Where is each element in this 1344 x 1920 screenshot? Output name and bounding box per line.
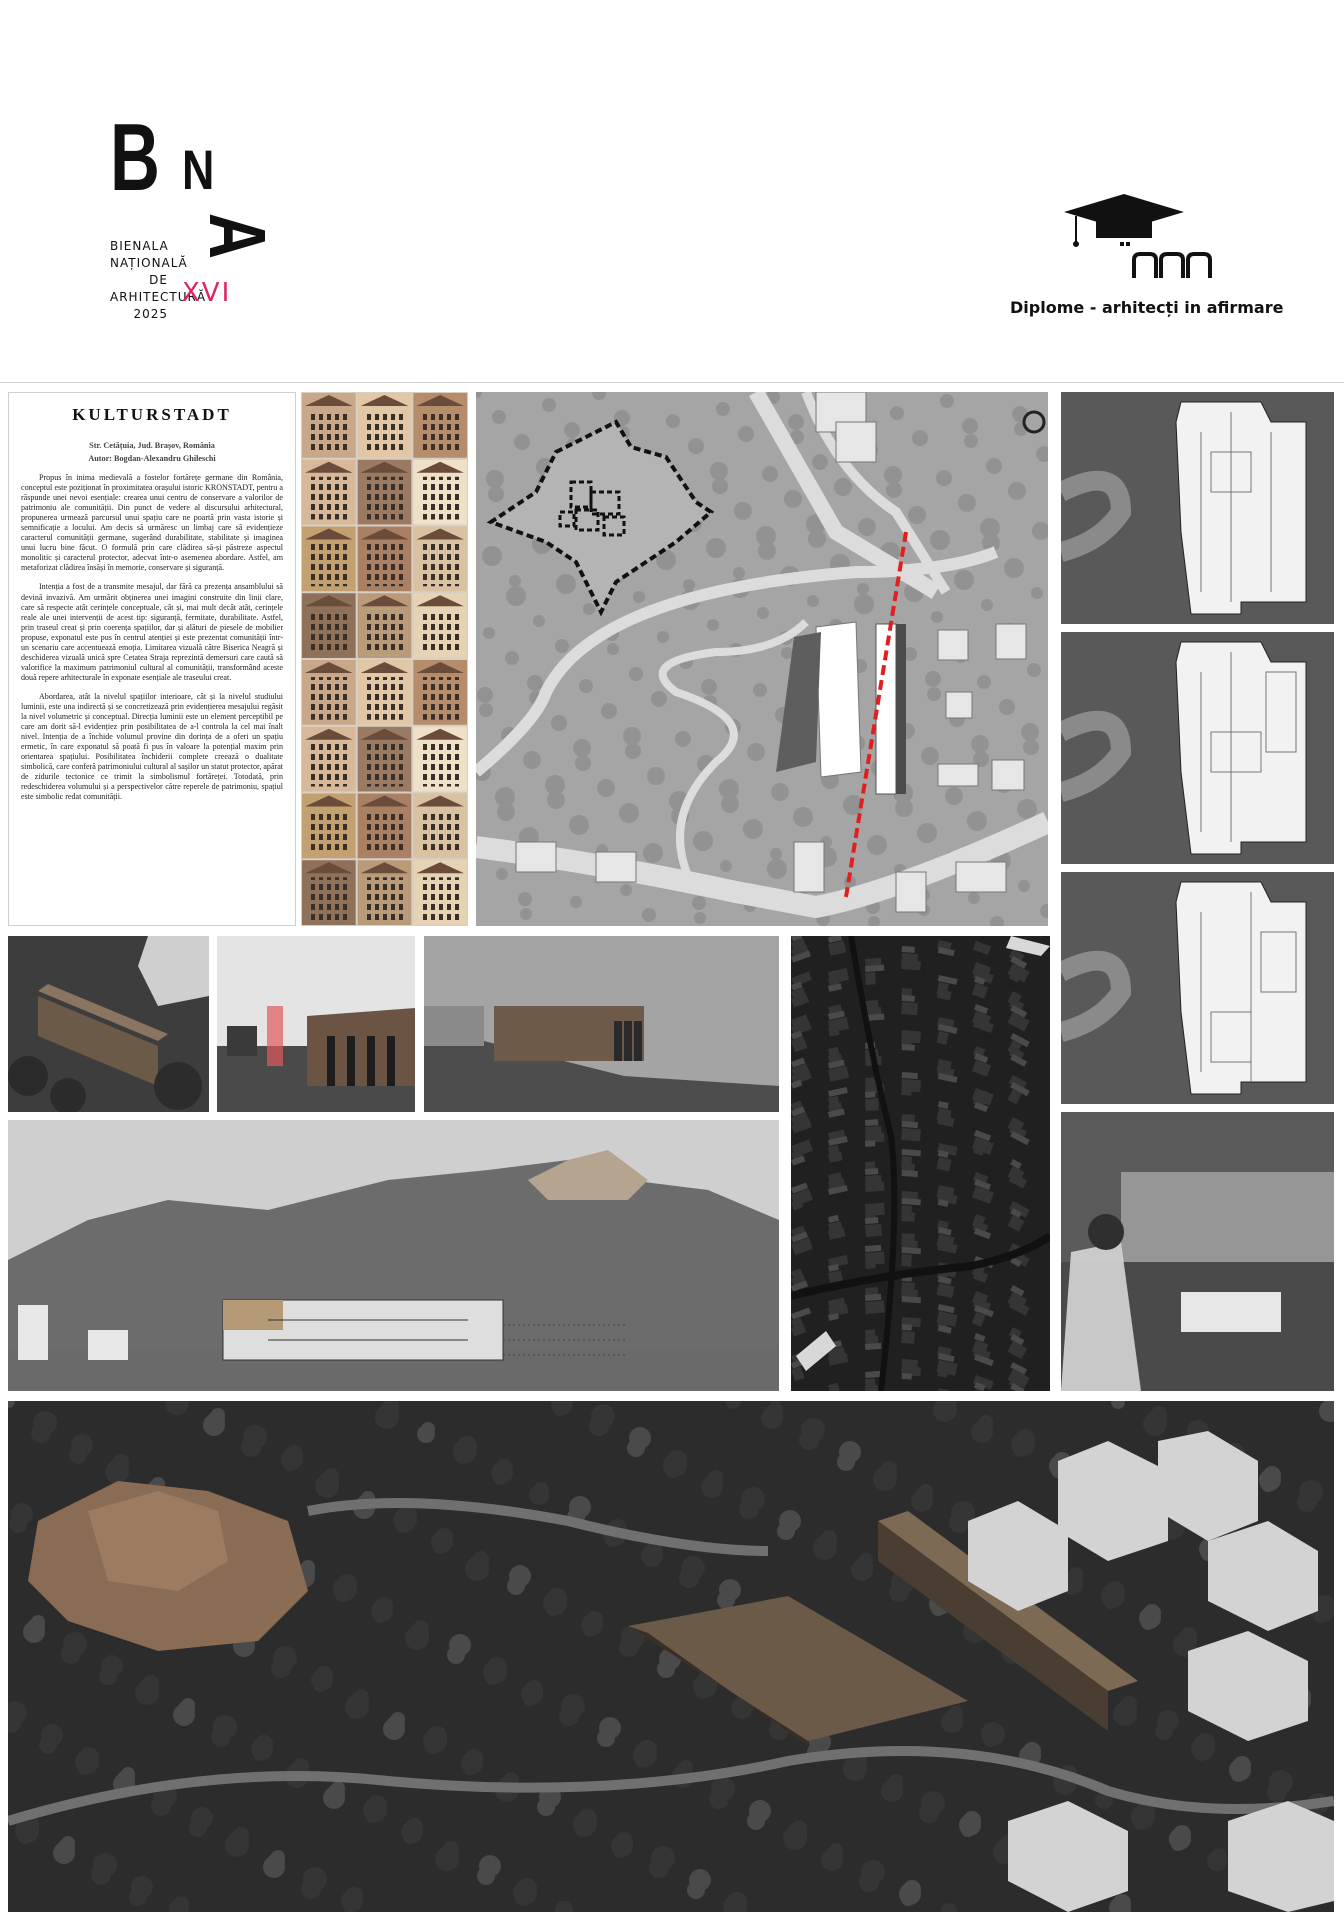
project-title: KULTURSTADT — [72, 405, 232, 424]
floor-plan-1 — [1061, 392, 1334, 624]
arches-icon — [1132, 252, 1212, 278]
aerial-render — [8, 936, 209, 1112]
facade-photo-grid — [301, 392, 468, 926]
section-landscape — [8, 1120, 779, 1391]
interior-render — [1061, 1112, 1334, 1391]
elevation-drawing — [424, 936, 779, 1112]
section-title: Diplome - arhitecți in afirmare — [1010, 298, 1284, 317]
floor-plan-3 — [1061, 872, 1334, 1104]
masterplan-aerial — [8, 1401, 1334, 1912]
logo-subtitle-line: NAȚIONALĂ — [110, 256, 188, 270]
logo-subtitle-line: 2025 — [133, 307, 168, 321]
logo-letter-a: A — [192, 212, 282, 260]
project-description-panel — [8, 392, 296, 926]
logo-subtitle-line: DE — [149, 273, 168, 287]
entrance-render — [217, 936, 415, 1112]
logo-subtitle-line: ARHITECTURĂ — [110, 290, 207, 304]
description-paragraph: Abordarea, atât la nivelul spațiilor interioare, cât și la nivelul studiului luminii, este una indirectă și se concretizează prin evidențierea mesajului regăsit la nivel volumetric și conceptual. Direcția luminii este un element perceptibil pe care am dorit să-l evidențiez prin posibilitatea de a-l controla la cel mai înalt nivel. Intenția de a închide volumul provine din dorința de a oferi un spațiu ermetic, în care exponatul să poată fi pus în valoare la potențial maxim prin orientarea spațiului. Posibilitatea închiderii complete creează o dualitate simbolică, care conferă patrimoniului cultural al sașilor un statut protector, apărat de zidurile tectonice ce trimit la simbolismul fortăreței. Totodată, prin redeschiderea volumului și a perspectivelor către reperele de patrimoniu, spațiul este simbolic redat comunității. — [21, 691, 283, 802]
description-paragraph: Propus în inima medievală a fostelor fortărețe germane din România, conceptul este poziționat în proximitatea orașului istoric KRONSTADT, pentru a răspunde unei nevoi esențiale: crearea unui centru de conservare a valorilor de patrimoniu ale comunității. Din punct de vedere al discursului arhitectural, propunerea urmează parcursul unui spațiu care ne poartă prin vasta istorie și semnificație a locului. Am decis să urmăresc un limbaj care să evidențieze caracterul comunității germane, sugerând durabilitate, stabilitate și imaginea unui lucru bine făcut. O formulă prin care clădirea să-și păstreze aspectul monolitic și caracterul protector, adecvat într-o asemenea abordare. Astfel, am metaforizat clădirea însăși în memorie, conservare și siguranță. — [21, 473, 283, 573]
site-plan — [476, 392, 1048, 926]
header-divider — [0, 382, 1344, 383]
edition-label: XVI — [182, 278, 232, 308]
description-paragraph: Intenția a fost de a transmite mesajul, dar fără ca prezența ansamblului să devină invazivă. Am urmărit obținerea unei imagini construite din linii clare, care să respecte atât cerințele conceptuale, cât și, mai mult decât atât, cerințele reale ale unei intervenții de acest tip: siguranță, fermitate, durabilitate. Astfel, prin traseul creat și prin coerența spațiilor, dar și alături de piesele de mobilier propuse, exponatul este pus în centrul atenției și este prezentat comunității într-un scenariu care accentuează emoția. Limitarea vizuală către Biserica Neagră și deschiderea vizuală unică spre Cetatea Straja reprezintă demersuri care caută să valorifice la maximum patrimoniul cultural al comunității, transformând aceste două repere arhitecturale în exponate esențiale ale traseului creat. — [21, 582, 283, 682]
north-arrow-icon — [1022, 406, 1044, 428]
city-model — [791, 936, 1050, 1391]
graduation-cap-icon — [1060, 190, 1190, 260]
diplome-logo — [990, 190, 1310, 330]
floor-plan-2 — [1061, 632, 1334, 864]
project-address: Str. Cetățuia, Jud. Brașov, România — [89, 441, 215, 450]
logo-letter-b: B — [110, 104, 160, 211]
bna-logo — [110, 104, 300, 340]
project-author: Autor: Bogdan-Alexandru Ghileschi — [88, 454, 216, 463]
logo-letter-n: N — [182, 138, 215, 201]
facade-collage-svg — [301, 392, 468, 926]
logo-subtitle-line: BIENALA — [110, 239, 169, 253]
